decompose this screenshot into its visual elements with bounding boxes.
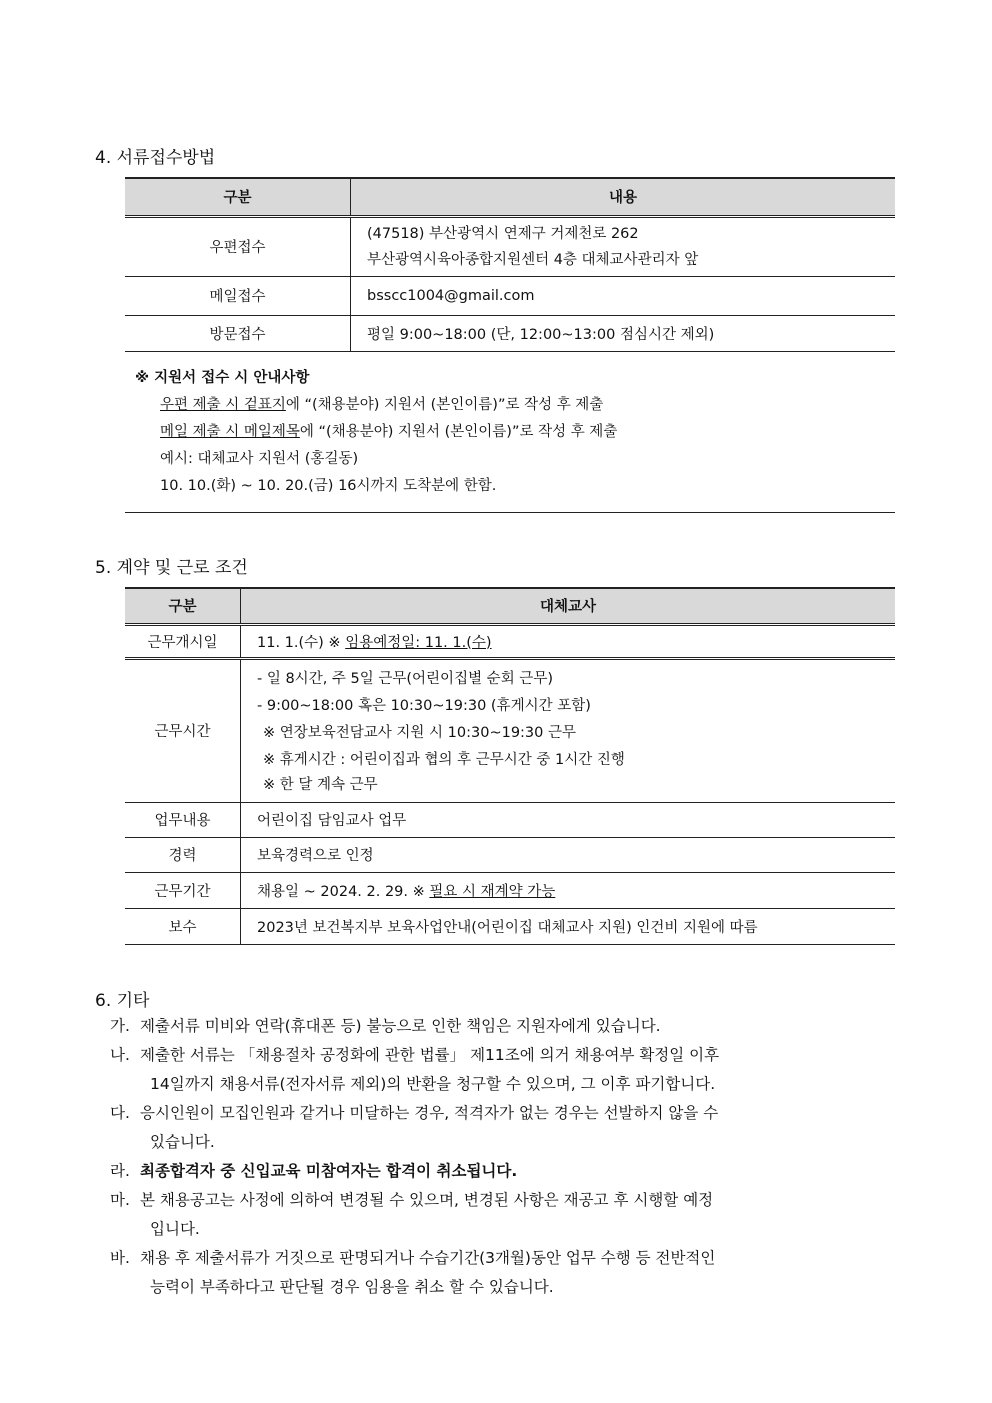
row-label: 방문접수	[125, 315, 351, 351]
list-item: 마. 본 채용공고는 사정에 의하여 변경될 수 있으며, 변경된 사항은 재공고 후 시행할 예정	[110, 1191, 714, 1209]
etc-list: 가. 제출서류 미비와 연락(휴대폰 등) 불능으로 인한 책임은 지원자에게 있습니다. 나. 제출한 서류는 「채용절차 공정화에 관한 법률」 제11조에 의거 채용여부 확정일 이후 14일까지 채용서류(전자서류 제외)의 반환을 청구할 수 있으며, 그 이후 파기합니다. 다. 응시인원이 모집인원과 같거나 미달하는 경우, 적격자가 없는 경우는 선발하지 않을 수 있습니다. 라. 최종합격자 중 신입교육 미참여자는 합격이 취소됩니다. 마. 본 채용공고는 사정에 의하여 변경될 수 있으며, 변경된 사항은 재공고 후 시행할 예정 입니다. 바. 채용 후 제출서류가 거짓으로 판명되거나 수습기간(3개월)동안 업무 수행 등 전반적인 능력이 부족하다고 판단될 경우 임용을 취소 할 수 있습니다.	[110, 1012, 900, 1302]
section4-title: 4. 서류접수방법	[95, 148, 216, 168]
table-row: 업무내용 어린이집 담임교사 업무	[125, 802, 895, 837]
notice-line: 메일 제출 시 메일제목에 “(채용분야) 지원서 (본인이름)”로 작성 후 제출	[160, 424, 618, 440]
table-row: 근무개시일 11. 1.(수) ※ 임용예정일: 11. 1.(수)	[125, 624, 895, 658]
notice-line: 10. 10.(화) ~ 10. 20.(금) 16시까지 도착분에 한함.	[160, 478, 497, 494]
header-category: 구분	[125, 588, 241, 624]
notice-box	[125, 365, 895, 513]
table-row: 보수 2023년 보건복지부 보육사업안내(어린이집 대체교사 지원) 인건비 지원에 따름	[125, 908, 895, 944]
list-item: 나. 제출한 서류는 「채용절차 공정화에 관한 법률」 제11조에 의거 채용여부 확정일 이후	[110, 1046, 720, 1064]
list-item: 바. 채용 후 제출서류가 거짓으로 판명되거나 수습기간(3개월)동안 업무 수행 등 전반적인	[110, 1249, 716, 1267]
header-category: 구분	[125, 178, 351, 216]
row-label: 우편접수	[125, 216, 351, 276]
postal-address-line2: 부산광역시육아종합지원센터 4층 대체교사관리자 앞	[367, 251, 699, 268]
list-item: 라. 최종합격자 중 신입교육 미참여자는 합격이 취소됩니다.	[110, 1162, 518, 1180]
list-item: 가. 제출서류 미비와 연락(휴대폰 등) 불능으로 인한 책임은 지원자에게 있습니다.	[110, 1017, 661, 1035]
submission-table	[125, 177, 895, 352]
list-item: 다. 응시인원이 모집인원과 같거나 미달하는 경우, 적격자가 없는 경우는 선발하지 않을 수	[110, 1104, 719, 1122]
section6-title: 6. 기타	[95, 991, 150, 1011]
notice-heading: ※ 지원서 접수 시 안내사항	[135, 370, 310, 386]
table-row: 근무기간 채용일 ~ 2024. 2. 29. ※ 필요 시 재계약 가능	[125, 872, 895, 908]
email-address: bsscc1004@gmail.com	[351, 276, 896, 315]
postal-address-line1: (47518) 부산광역시 연제구 거제천로 262	[367, 225, 639, 242]
conditions-table	[125, 587, 895, 945]
row-label: 메일접수	[125, 276, 351, 315]
table-row	[125, 276, 895, 315]
section5-title: 5. 계약 및 근로 조건	[95, 558, 248, 578]
table-row	[125, 315, 895, 351]
header-substitute-teacher: 대체교사	[241, 588, 896, 624]
table-row	[125, 216, 895, 276]
header-content: 내용	[351, 178, 896, 216]
table-row: 근무시간 - 일 8시간, 주 5일 근무(어린이집별 순회 근무) - 9:00~18:00 혹은 10:30~19:30 (휴게시간 포함) ※ 연장보육전담교사 지원 시 10:30~19:30 근무 ※ 휴게시간 : 어린이집과 협의 후 근무시간 중 1시간 진행 ※ 한 달 계속 근무	[125, 658, 895, 802]
notice-line: 예시: 대체교사 지원서 (홍길동)	[160, 451, 359, 467]
notice-line: 우편 제출 시 겉표지에 “(채용분야) 지원서 (본인이름)”로 작성 후 제출	[160, 397, 604, 413]
table-row: 경력 보육경력으로 인정	[125, 837, 895, 872]
visit-hours: 평일 9:00~18:00 (단, 12:00~13:00 점심시간 제외)	[351, 315, 896, 351]
